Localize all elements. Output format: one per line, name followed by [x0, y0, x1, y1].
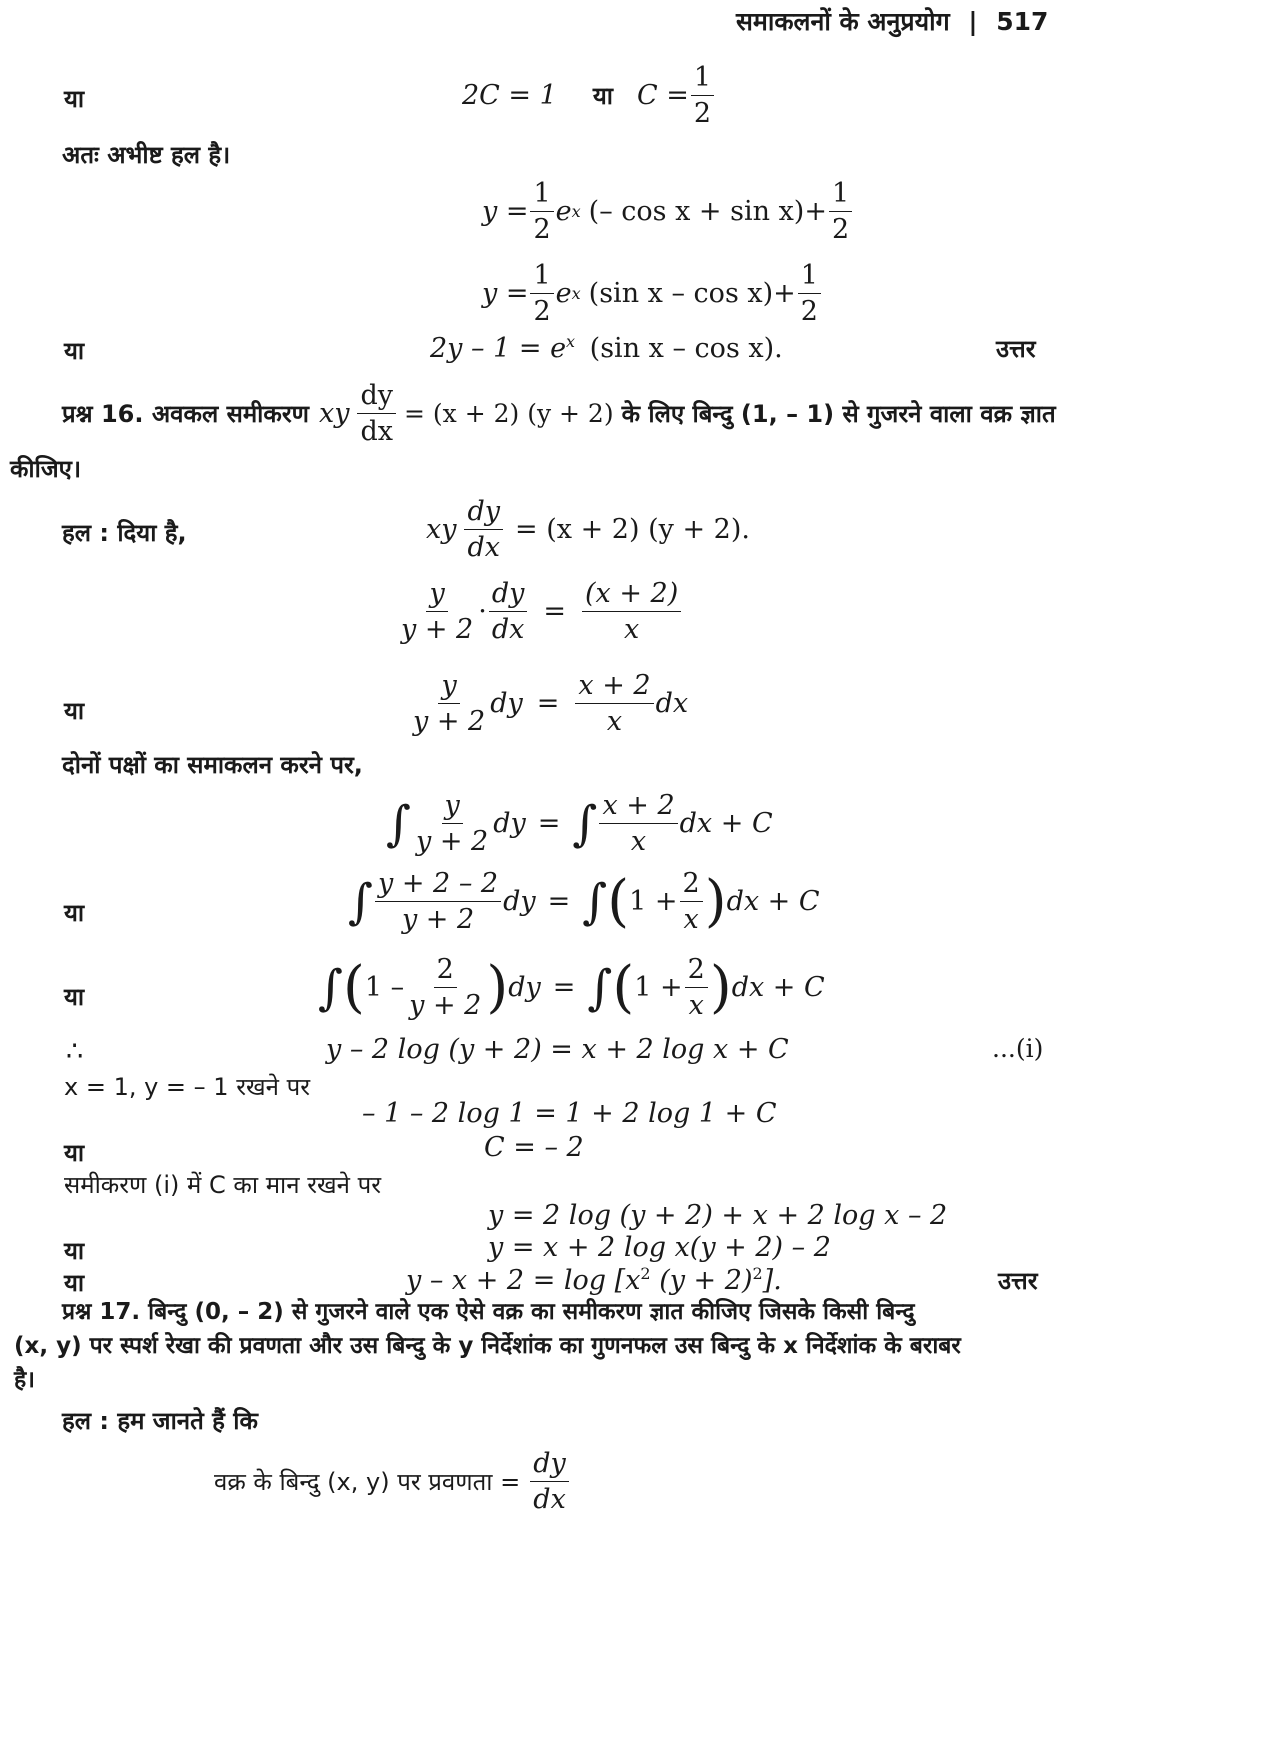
solution-known: हल : हम जानते हैं कि — [62, 1407, 258, 1435]
question-17-line-2: (x, y) पर स्पर्श रेखा की प्रवणता और उस बिन्दु के y निर्देशांक का गुणनफल उस बिन्दु के x निर्देशांक के बराबर — [14, 1333, 961, 1359]
q16-start: प्रश्न 16. अवकल समीकरण — [62, 400, 309, 429]
integrate-statement: दोनों पक्षों का समाकलन करने पर, — [62, 751, 363, 779]
eq-given: xy $\frac{dy}{dx}$ = (x + 2) (y + 2). — [426, 496, 750, 564]
substitute-text: x = 1, y = – 1 रखने पर — [64, 1073, 311, 1101]
q16-end: के लिए बिन्दु (1, – 1) से गुजरने वाला वक्र ज्ञात — [621, 400, 1056, 429]
eq-c-minus-2: C = – 2 — [484, 1132, 584, 1163]
label-ya: या — [64, 1237, 85, 1265]
eq-slope: वक्र के बिन्दु (x, y) पर प्रवणता = $\frac{dy}{dx}$ — [214, 1448, 571, 1515]
header-separator: | — [968, 7, 978, 36]
eq-i: y – 2 log (y + 2) = x + 2 log x + C — [326, 1034, 789, 1065]
put-c-text: समीकरण (i) में C का मान रखने पर — [64, 1171, 382, 1199]
running-title: समाकलनों के अनुप्रयोग — [736, 7, 950, 36]
page-header — [736, 4, 1048, 38]
label-ya: या — [64, 1139, 85, 1167]
eq-solution-16-1: y = 2 log (y + 2) + x + 2 log x – 2 — [488, 1200, 948, 1231]
question-16: प्रश्न 16. अवकल समीकरण xy $\frac{dy}{dx}$ = (x + 2) (y + 2) के लिए बिन्दु (1, – 1) से गुजरने वाला वक्र ज्ञात — [62, 380, 1056, 448]
eq-integral-2: ∫ $\frac{y + 2 - 2}{y + 2}$ dy = ∫ ( 1 + $\frac{2}{x}$ ) dx + C — [348, 868, 820, 936]
answer-label: उत्तर — [996, 335, 1036, 363]
eq-c-value — [462, 62, 716, 129]
q16-continued: कीजिए। — [10, 455, 82, 483]
question-17-line-3: है। — [14, 1367, 35, 1393]
label-ya: या — [64, 337, 85, 365]
slope-text: वक्र के बिन्दु (x, y) पर प्रवणता = — [214, 1468, 521, 1497]
label-ya: या — [64, 983, 85, 1011]
eq-2c: 2C = 1 — [462, 80, 557, 112]
eq-solution-16-2: y = x + 2 log x(y + 2) – 2 — [488, 1232, 831, 1263]
eq-solution-2: y = $\frac{1}{2}$ e x (sin x – cos x) + $\frac{1}{2}$ — [482, 260, 823, 327]
label-ya: या — [64, 899, 85, 927]
label-ya: या — [64, 697, 85, 725]
eq-solution-1: y = $\frac{1}{2}$ e x (– cos x + sin x) + $\frac{1}{2}$ — [482, 178, 854, 245]
eq-separated-2: $\frac{y}{y + 2}$ dy = $\frac{x + 2}{x}$ dx — [413, 670, 689, 738]
answer-label: उत्तर — [998, 1267, 1038, 1295]
label-ya: या — [64, 1269, 85, 1297]
therefore-symbol: ∴ — [66, 1036, 84, 1067]
eq-separated-1: $\frac{y}{y + 2}$ · $\frac{dy}{dx}$ = $\frac{(x + 2)}{x}$ — [396, 578, 683, 645]
solution-statement: अतः अभीष्ट हल है। — [62, 141, 231, 169]
eq-integral-3: ∫ ( 1 – $\frac{2}{y + 2}$ ) dy = ∫ ( 1 + $\frac{2}{x}$ ) dx + C — [318, 954, 825, 1022]
label-ya: या — [64, 85, 85, 113]
eq-integral-1: ∫ $\frac{y}{y + 2}$ dy = ∫ $\frac{x + 2}{x}$ dx + C — [386, 790, 773, 858]
page-number: 517 — [996, 7, 1049, 36]
eq-final-15: $2y - 1 = e^x$ (sin x – cos x). — [430, 332, 783, 364]
solution-given: हल : दिया है, — [62, 519, 187, 547]
fraction-half: $\frac{1}{2}$ — [691, 62, 714, 129]
label-ya-inline: या — [592, 82, 613, 111]
eq-c: C = — [636, 80, 689, 112]
eq-solution-16-3: $y - x + 2 = \log [x^2$ $(y + 2)^2$]. — [406, 1264, 782, 1296]
eq-substitution: – 1 – 2 log 1 = 1 + 2 log 1 + C — [362, 1098, 777, 1129]
question-17-line-1: प्रश्न 17. बिन्दु (0, – 2) से गुजरने वाले एक ऐसे वक्र का समीकरण ज्ञात कीजिए जिसके किसी बिन्दु — [62, 1299, 915, 1325]
equation-ref: ...(i) — [992, 1034, 1044, 1063]
